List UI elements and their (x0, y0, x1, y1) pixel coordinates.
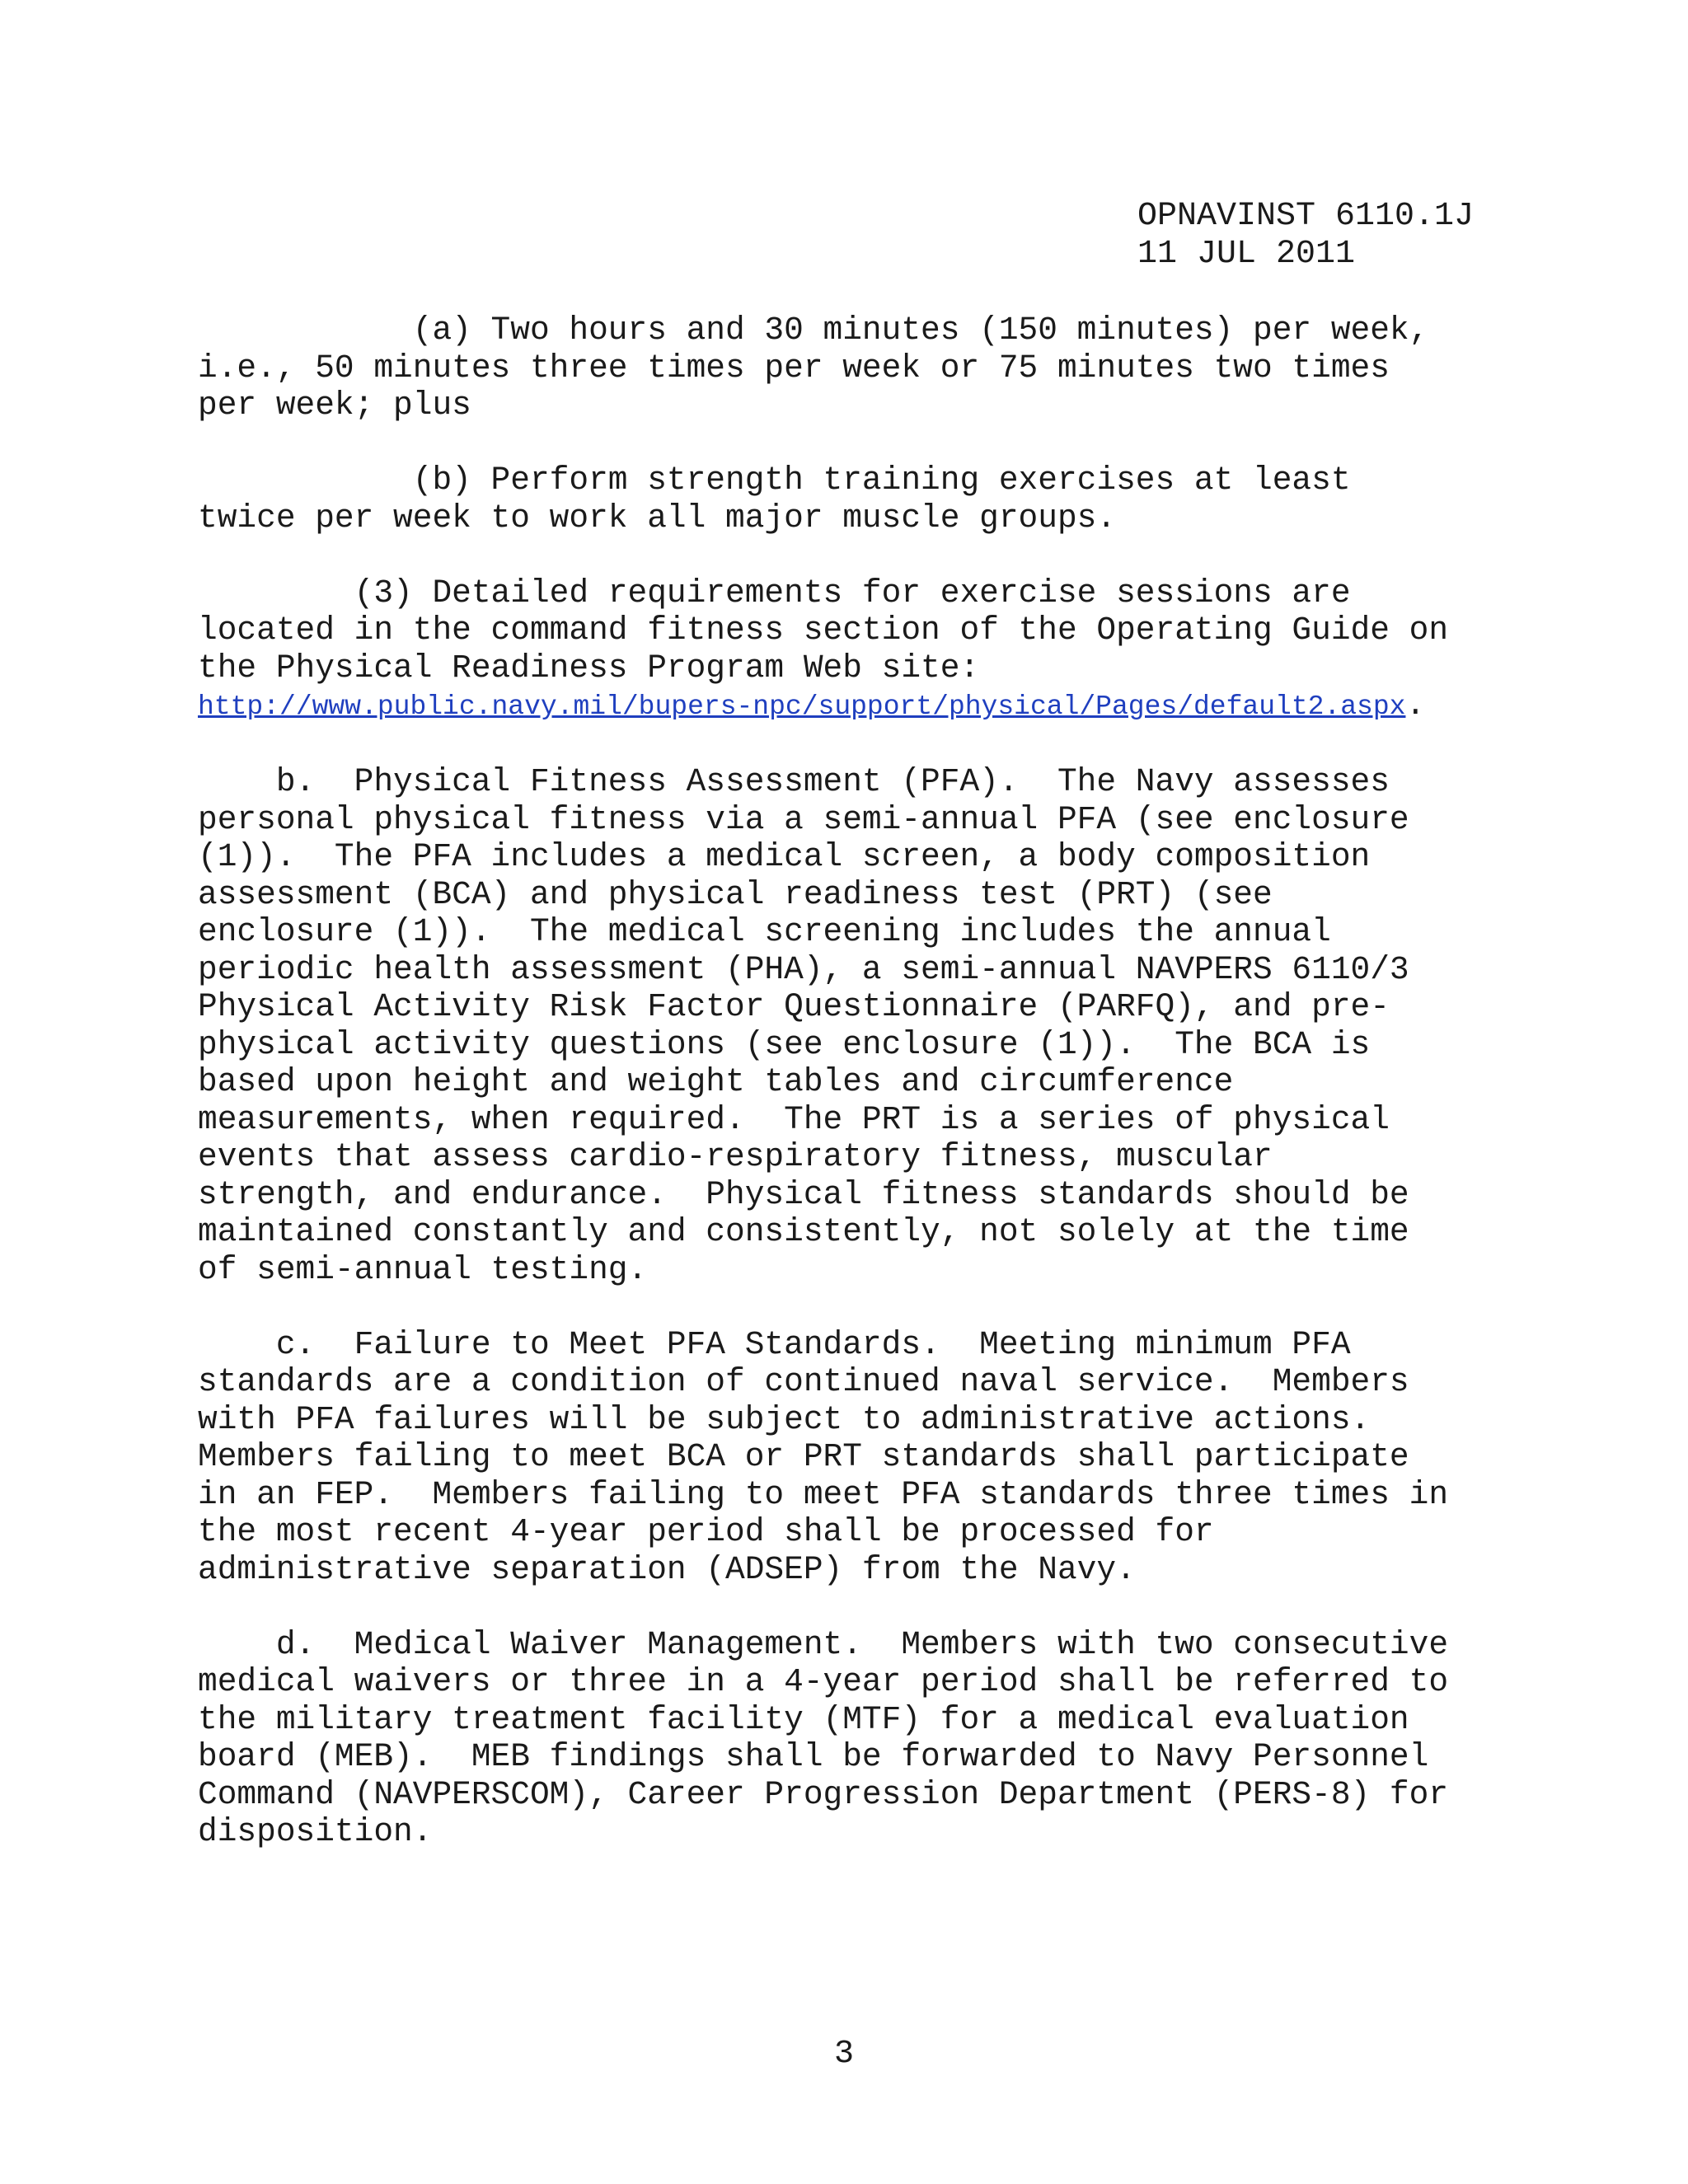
issue-date: 11 JUL 2011 (1137, 236, 1356, 273)
text-line: with PFA failures will be subject to administrative actions. (198, 1400, 1371, 1438)
text-line: periodic health assessment (PHA), a semi-annual NAVPERS 6110/3 (198, 950, 1409, 988)
paragraph-c-failure-to-meet-standards (198, 1326, 1484, 1589)
physical-readiness-web-link[interactable]: http://www.public.navy.mil/bupers-npc/support/physical/Pages/default2.aspx (198, 691, 1406, 722)
text-line: strength, and endurance. Physical fitness standards should be (198, 1175, 1409, 1213)
text-line: physical activity questions (see enclosure (1)). The BCA is (198, 1025, 1371, 1063)
paragraph-3-detailed-requirements (198, 574, 1484, 726)
text-line: (a) Two hours and 30 minutes (150 minutes) per week, (198, 312, 1429, 349)
text-line: board (MEB). MEB findings shall be forwarded to Navy Personnel (198, 1738, 1429, 1775)
text-line: located in the command fitness section of the Operating Guide on (198, 612, 1449, 649)
text-line: Physical Activity Risk Factor Questionnaire (PARFQ), and pre- (198, 988, 1390, 1025)
text-line: d. Medical Waiver Management. Members with two consecutive (198, 1625, 1449, 1663)
text-line: personal physical fitness via a semi-annual PFA (see enclosure (198, 800, 1409, 838)
paragraph-b-strength-training (198, 462, 1484, 537)
document-body (198, 312, 1484, 1888)
text-line: events that assess cardio-respiratory fitness, muscular (198, 1138, 1273, 1175)
page-number: 3 (833, 2036, 854, 2073)
paragraph-d-medical-waiver-management (198, 1626, 1484, 1851)
text-line: Command (NAVPERSCOM), Career Progression Department (PERS-8) for (198, 1775, 1449, 1813)
text-line: of semi-annual testing. (198, 1250, 648, 1288)
text-line: enclosure (1)). The medical screening includes the annual (198, 913, 1331, 950)
text-line: (b) Perform strength training exercises at least (198, 462, 1351, 499)
text-line: maintained constantly and consistently, not solely at the time (198, 1213, 1409, 1250)
text-line: c. Failure to Meet PFA Standards. Meeting minimum PFA (198, 1325, 1351, 1363)
text-line: the Physical Readiness Program Web site: (198, 649, 980, 687)
text-line: assessment (BCA) and physical readiness test (PRT) (see (198, 875, 1273, 913)
text-line: standards are a condition of continued naval service. Members (198, 1363, 1409, 1400)
text-line: in an FEP. Members failing to meet PFA standards three times in (198, 1475, 1449, 1513)
text-line: the military treatment facility (MTF) for a medical evaluation (198, 1700, 1409, 1738)
text-line: the most recent 4-year period shall be processed for (198, 1513, 1214, 1550)
document-header (1137, 198, 1474, 274)
paragraph-b-physical-fitness-assessment (198, 763, 1484, 1288)
text-line: (1)). The PFA includes a medical screen, a body composition (198, 838, 1371, 875)
instruction-number: OPNAVINST 6110.1J (1137, 198, 1475, 235)
text-line: measurements, when required. The PRT is a series of physical (198, 1100, 1390, 1138)
text-line: i.e., 50 minutes three times per week or 75 minutes two times (198, 349, 1390, 387)
text-line: based upon height and weight tables and circumference (198, 1063, 1234, 1100)
text-line: b. Physical Fitness Assessment (PFA). The Navy assesses (198, 763, 1390, 800)
link-line (198, 687, 1484, 726)
text-line: twice per week to work all major muscle groups. (198, 499, 1117, 537)
text-line: medical waivers or three in a 4-year period shall be referred to (198, 1663, 1449, 1700)
text-line: administrative separation (ADSEP) from the Navy. (198, 1550, 1136, 1588)
text-line: per week; plus (198, 387, 471, 424)
text-line: Members failing to meet BCA or PRT standards shall participate (198, 1438, 1409, 1475)
link-period: . (1405, 687, 1426, 724)
paragraph-a-weekly-duration (198, 312, 1484, 424)
text-line: (3) Detailed requirements for exercise sessions are (198, 574, 1351, 612)
text-line: disposition. (198, 1813, 433, 1850)
